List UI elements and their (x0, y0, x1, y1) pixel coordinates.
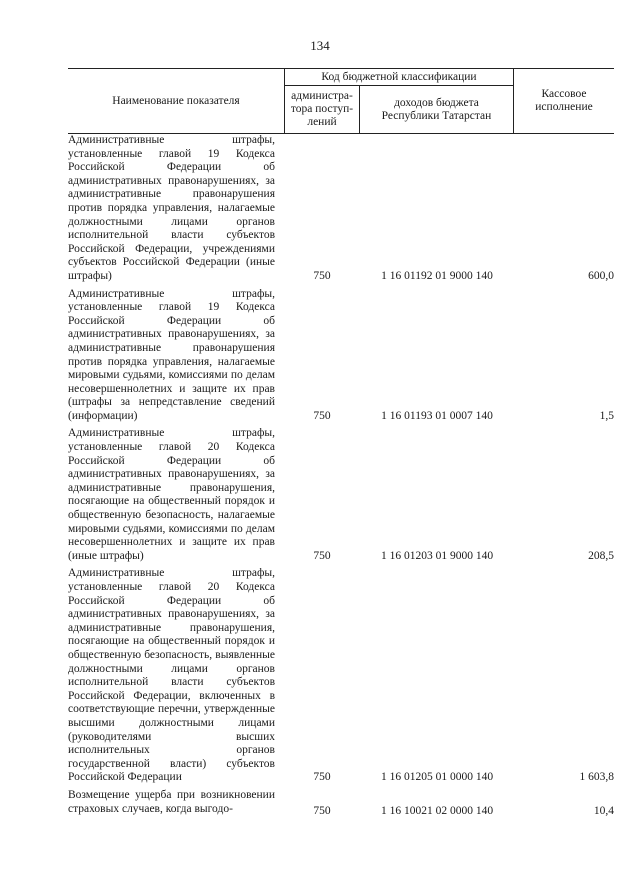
budget-table (68, 68, 614, 819)
row-description: Административные штрафы, установленные главой 19 Кодекса Российской Федерации об административных правонарушениях, за административные правонарушения против порядка управления, налагаемые должностными лицами органов исполнительной власти субъектов Российской Федерации, учреждениями субъектов Российской Федерации (иные штрафы) (68, 134, 275, 282)
row-description: Административные штрафы, установленные главой 20 Кодекса Российской Федерации об административных правонарушениях, за административные правонарушения, посягающие на общественный порядок и общественную безопасность, выявленные должностными лицами органов исполнительной власти субъектов Российской Федерации, включенных в соответствующие перечни, утвержденные высшими должностными лицами (руководителями высших исполнительных органов государственной власти) субъектов Российской Федерации (68, 567, 275, 784)
header-administrator-code: администра-тора поступ-лений (284, 86, 360, 133)
row-admin-code: 750 (313, 269, 331, 282)
table-row (68, 567, 614, 785)
row-amount: 208,5 (588, 549, 614, 562)
table-row (68, 134, 614, 284)
row-income-code: 1 16 01192 01 9000 140 (381, 269, 493, 282)
table-row (68, 427, 614, 563)
row-amount: 600,0 (588, 269, 614, 282)
table-header (68, 68, 614, 134)
row-income-code: 1 16 01203 01 9000 140 (380, 549, 494, 562)
row-income-code: 1 16 10021 02 0000 140 (380, 804, 494, 817)
row-admin-code: 750 (313, 804, 331, 817)
row-description: Административные штрафы, установленные главой 19 Кодекса Российской Федерации об административных правонарушениях, за административные правонарушения против порядка управления, налагаемые мировыми судьями, комиссиями по делам несовершеннолетних и защите их прав (штрафы за непредставление сведений (информации) (68, 287, 275, 422)
row-admin-code: 750 (313, 409, 331, 422)
row-income-code: 1 16 01205 01 0000 140 (380, 771, 494, 784)
header-income-code: доходов бюджета Республики Татарстан (360, 86, 514, 133)
table-body (68, 134, 614, 819)
row-amount: 1 603,8 (579, 771, 614, 784)
row-admin-code: 750 (313, 549, 331, 562)
row-amount: 1,5 (599, 409, 614, 422)
table-row (68, 789, 614, 819)
table-row (68, 288, 614, 424)
row-income-code: 1 16 01193 01 0007 140 (381, 409, 493, 422)
row-description: Административные штрафы, установленные главой 20 Кодекса Российской Федерации об административных правонарушениях, за административные правонарушения, посягающие на общественный порядок и общественную безопасность, налагаемые мировыми судьями, комиссиями по делам несовершеннолетних и защите их прав (иные штрафы) (68, 427, 275, 562)
row-amount: 10,4 (593, 804, 614, 817)
header-cash-execution: Кассовое исполнение (535, 88, 593, 113)
page-number: 134 (310, 38, 330, 53)
row-admin-code: 750 (313, 771, 331, 784)
row-description: Возмещение ущерба при возникновении страховых случаев, когда выгодо- (68, 788, 275, 815)
header-budget-classification-code: Код бюджетной классификации (284, 69, 514, 86)
header-indicator-name: Наименование показателя (112, 94, 240, 107)
